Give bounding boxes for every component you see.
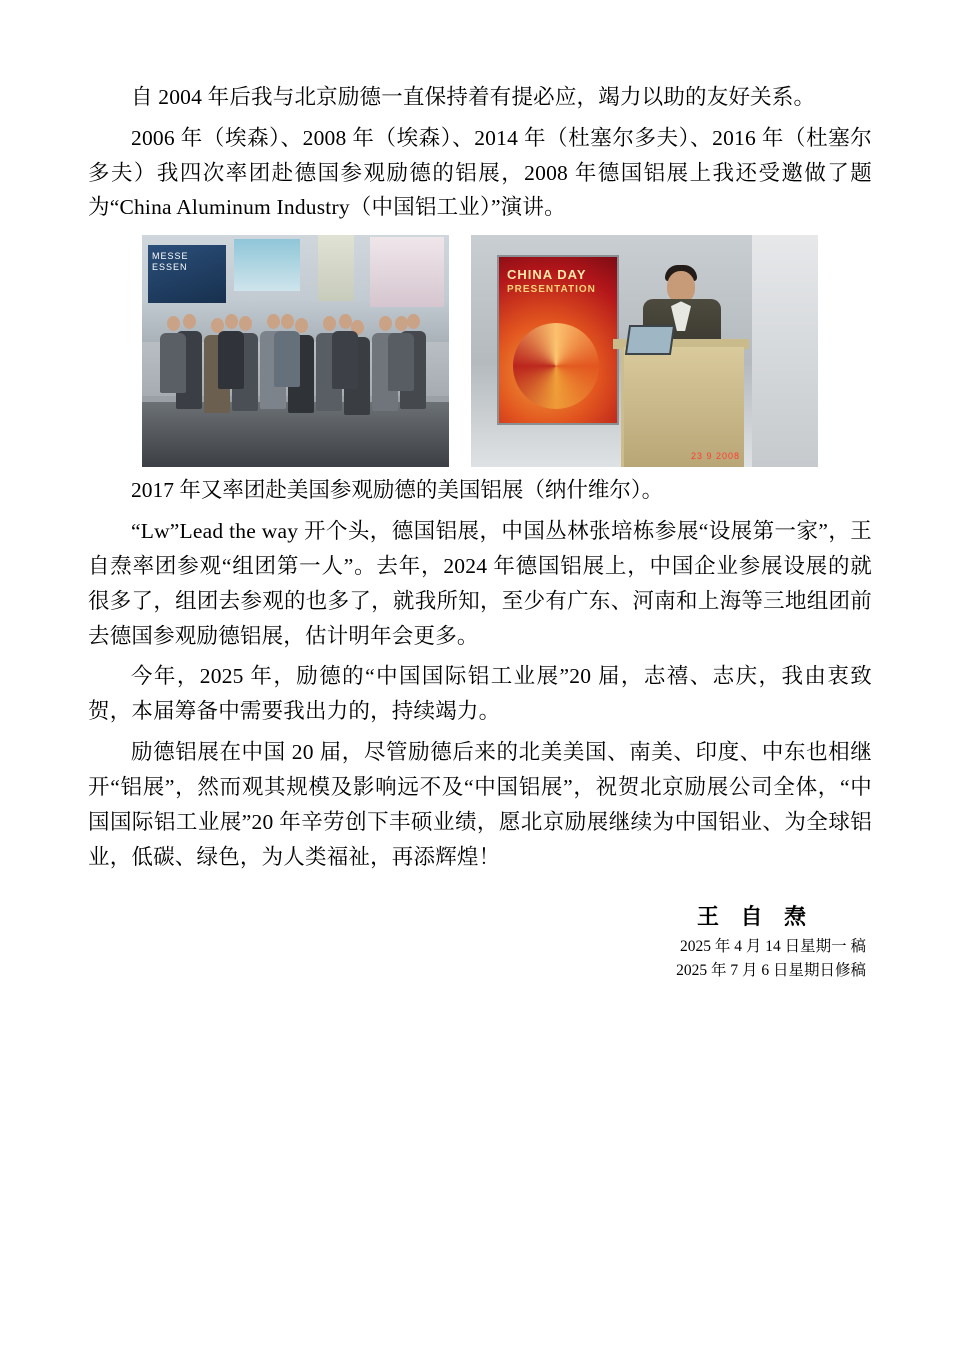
banner-line-2: ESSEN	[152, 262, 188, 273]
poster-swirl-graphic	[513, 323, 599, 409]
laptop	[625, 325, 675, 355]
podium	[621, 347, 744, 467]
laptop-screen	[627, 327, 673, 353]
date-draft: 2025 年 4 月 14 日星期一 稿	[679, 938, 866, 956]
person	[332, 314, 358, 389]
paragraph-4: “Lw”Lead the way 开个头，德国铝展，中国丛林张培栋参展“设展第一家”，王自焘率团参观“组团第一人”。去年，2024 年德国铝展上，中国企业参展设展的就很多了，组团去参观的也多了，就我所知，至少有广东、河南和上海等三地组团前去德国参观励德铝展，估计明年会更多。	[88, 519, 872, 648]
paragraph-6: 励德铝展在中国 20 届，尽管励德后来的北美美国、南美、印度、中东也相继开“铝展”，然而观其规模及影响远不及“中国铝展”，祝贺北京励展公司全体，“中国国际铝工业展”20 年辛劳创下丰硕业绩，愿北京励展继续为中国铝业、为全球铝业，低碳、绿色，为人类福祉，再添辉煌！	[88, 740, 872, 869]
poster-subtitle: PRESENTATION	[507, 284, 596, 296]
paragraph-1: 自 2004 年后我与北京励德一直保持着有提必应，竭力以助的友好关系。	[131, 85, 816, 109]
photo-people-group	[142, 287, 449, 427]
figure-row	[88, 235, 872, 467]
signature: 王 自 焘	[696, 904, 814, 930]
photo-right-wall-panel	[752, 235, 818, 467]
paragraph-3: 2017 年又率团赴美国参观励德的美国铝展（纳什维尔）。	[131, 478, 664, 503]
poster-title: CHINA DAY	[507, 267, 587, 283]
person	[218, 314, 244, 389]
date-revision: 2025 年 7 月 6 日星期日修稿	[676, 962, 866, 980]
china-day-poster	[499, 257, 617, 423]
group-photo-messe-essen	[142, 235, 449, 467]
person	[160, 316, 186, 393]
banner-line-1: MESSE	[152, 251, 189, 262]
photo-timestamp: 23 9 2008	[690, 451, 740, 462]
speaker-podium-photo	[471, 235, 818, 467]
person	[274, 314, 300, 387]
paragraph-5: 今年，2025 年，励德的“中国国际铝工业展”20 届，志禧、志庆，我由衷致贺，本届筹备中需要我出力的，持续竭力。	[88, 664, 872, 724]
person	[388, 316, 414, 391]
photo-panel-left	[234, 239, 300, 291]
paragraph-2: 2006 年（埃森）、2008 年（埃森）、2014 年（杜塞尔多夫）、2016 年（杜塞尔多夫）我四次率团赴德国参观励德的铝展，2008 年德国铝展上我还受邀做了题为“China Aluminum Industry（中国铝工业）”演讲。	[88, 125, 872, 220]
